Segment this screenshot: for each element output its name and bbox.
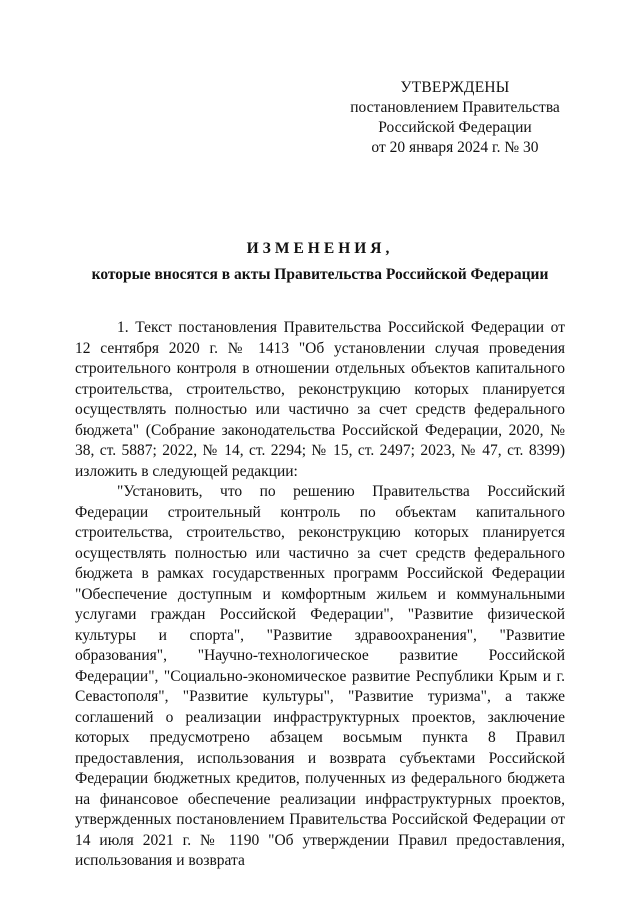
document-subtitle: которые вносятся в акты Правительства Российской Федерации [91, 266, 549, 283]
approval-line-2: Российской Федерации [378, 119, 532, 136]
document-title: ИЗМЕНЕНИЯ, [246, 240, 394, 257]
approval-stamp: УТВЕРЖДЕНЫ [400, 79, 510, 96]
approval-line-1: постановлением Правительства [350, 99, 560, 116]
approval-line-3: от 20 января 2024 г. № 30 [371, 139, 539, 156]
approval-block [330, 78, 580, 158]
paragraph-1: 1. Текст постановления Правительства Российской Федерации от 12 сентября 2020 г. № 1413 "Об установлении случая проведения строительного контроля в отношении отдельных объектов капитального строительства, строительство, реконструкцию которых планируется осуществлять полностью или частично за счет средств федерального бюджета" (Собрание законодательства Российской Федерации, 2020, № 38, ст. 5887; 2022, № 14, ст. 2294; № 15, ст. 2497; 2023, № 47, ст. 8399) изложить в следующей редакции: [75, 319, 565, 480]
document-body [75, 318, 565, 872]
paragraph-2: "Установить, что по решению Правительства Российский Федерации строительный контроль по объектам капитального строительства, строительство, реконструкцию которых планируется осуществлять полностью или частично за счет средств федерального бюджета в рамках государственных программ Российской Федерации "Обеспечение доступным и комфортным жильем и коммунальными услугами граждан Российской Федерации", "Развитие физической культуры и спорта", "Развитие здравоохранения", "Развитие образования", "Научно-технологическое развитие Российской Федерации", "Социально-экономическое развитие Республики Крым и г. Севастополя", "Развитие культуры", "Развитие туризма", а также соглашений о реализации инфраструктурных проектов, заключение которых предусмотрено абзацем восьмым пункта 8 Правил предоставления, использования и возврата субъектами Российской Федерации бюджетных кредитов, полученных из федерального бюджета на финансовое обеспечение реализации инфраструктурных проектов, утвержденных постановлением Правительства Российской Федерации от 14 июля 2021 г. № 1190 "Об утверждении Правил предоставления, использования и возврата [75, 483, 565, 869]
